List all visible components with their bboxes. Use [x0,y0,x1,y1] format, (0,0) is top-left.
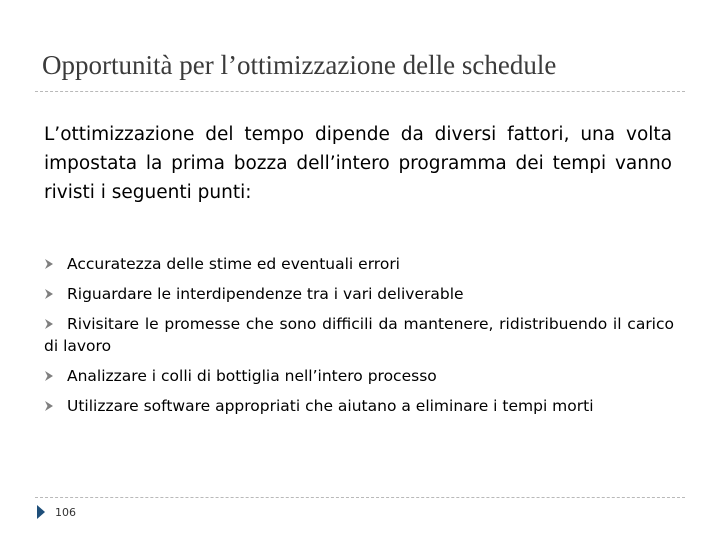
list-item [44,365,674,387]
list-item [44,283,674,305]
intro-paragraph: L’ottimizzazione del tempo dipende da diversi fattori, una volta impostata la prima bozza dell’intero programma dei tempi vanno rivisti i seguenti punti: [44,124,672,203]
arrow-bullet-icon [44,318,54,330]
footer-divider [35,497,685,498]
bullet-text: Accuratezza delle stime ed eventuali errori [67,255,400,273]
bullet-list [44,253,674,425]
bullet-text: Riguardare le interdipendenze tra i vari deliverable [67,285,464,303]
title-divider [35,91,685,92]
arrow-bullet-icon [44,288,54,300]
bullet-text: Rivisitare le promesse che sono difficili da mantenere, ridistribuendo il carico di lavoro [44,315,674,355]
slide-title: Opportunità per l’ottimizzazione delle schedule [42,50,557,80]
list-item [44,253,674,275]
arrow-bullet-icon [44,370,54,382]
bullet-text: Analizzare i colli di bottiglia nell’intero processo [67,367,437,385]
triangle-marker-icon [36,504,46,524]
list-item [44,313,674,357]
arrow-bullet-icon [44,400,54,412]
list-item [44,395,674,417]
arrow-bullet-icon [44,258,54,270]
bullet-text: Utilizzare software appropriati che aiutano a eliminare i tempi morti [67,397,594,415]
page-number: 106 [55,506,76,519]
